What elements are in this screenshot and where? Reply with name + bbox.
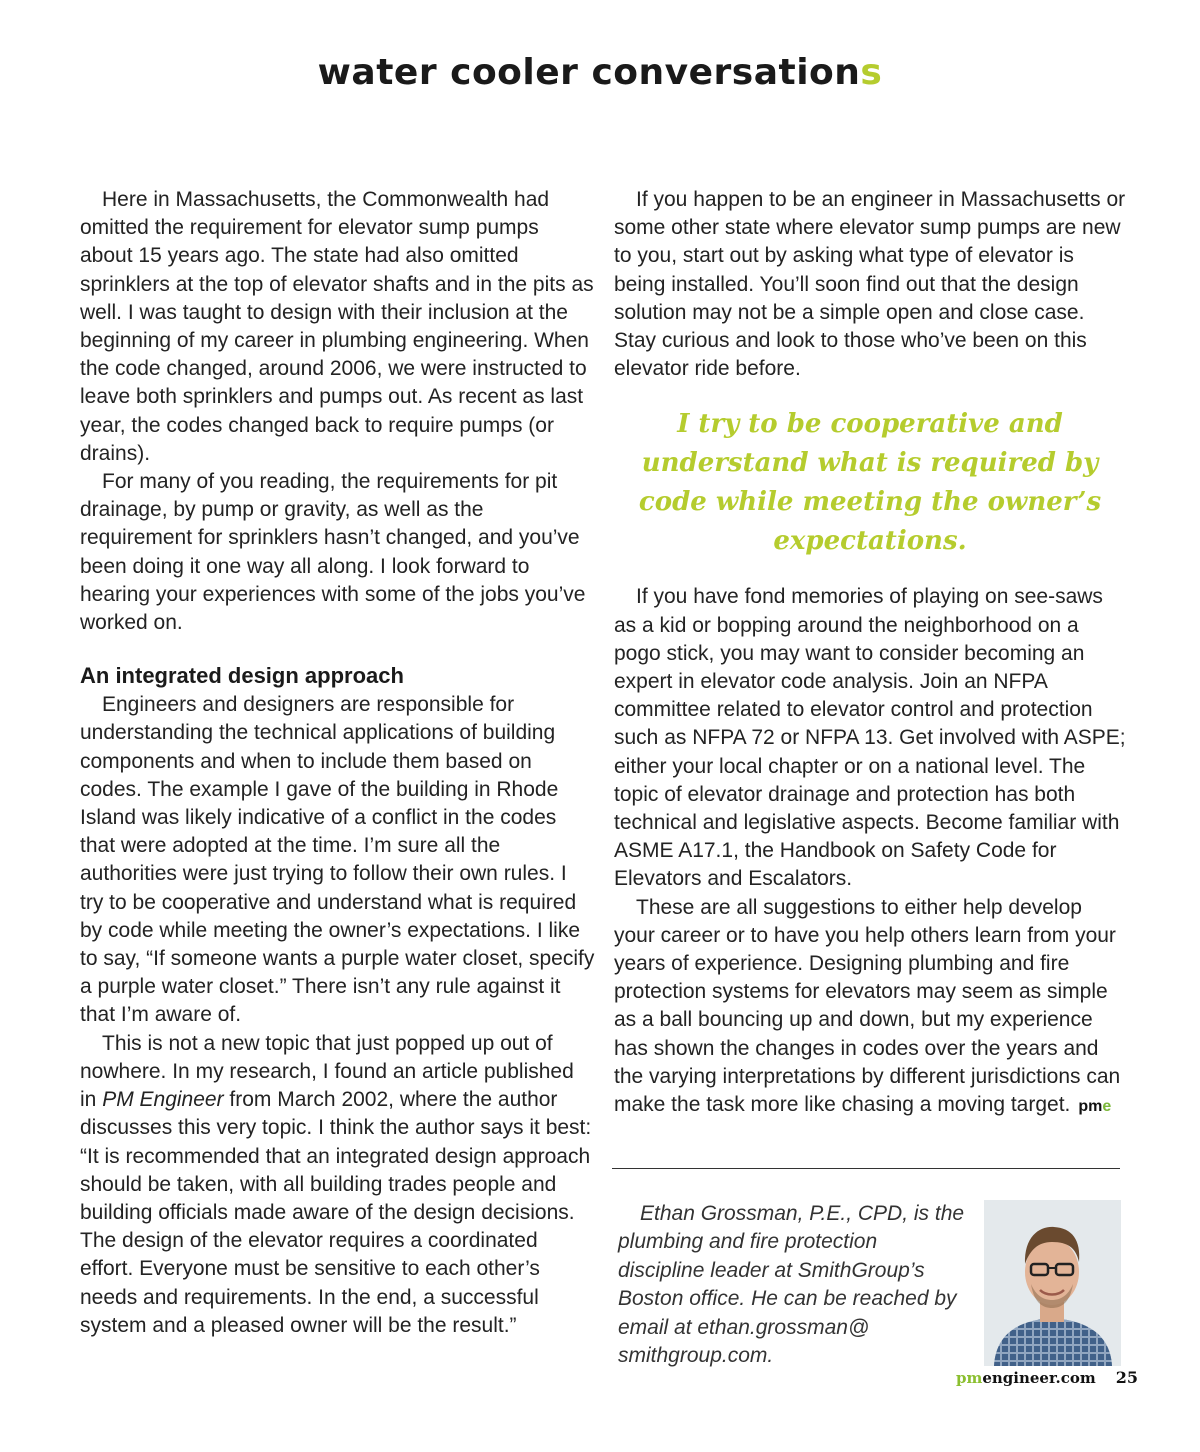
- site-url: engineer.com: [982, 1369, 1096, 1387]
- divider: [612, 1168, 1120, 1169]
- end-mark-logo: pme: [1078, 1098, 1112, 1116]
- pull-quote: I try to be cooperative and understand what is required by code while meeting the owner’s expectations.: [638, 409, 1102, 557]
- page-footer: [956, 1368, 1138, 1387]
- author-portrait-image: [984, 1200, 1121, 1366]
- paragraph: For many of you reading, the requirements for pit drainage, by pump or gravity, as well as the requirement for sprinklers hasn’t changed, and you’ve been doing it one way all along. I look forward to hearing your experiences with some of the jobs you’ve worked on.: [80, 470, 586, 635]
- publication-title: PM Engineer: [102, 1088, 224, 1112]
- text-run: This is not a new topic that just popped up out of nowhere. In my research, I found an article published in: [80, 1031, 574, 1112]
- site-logo-accent: pm: [955, 1369, 983, 1387]
- author-bio: Ethan Grossman, P.E., CPD, is the plumbing and fire protection discipline leader at SmithGroup’s Boston office. He can be reached by email at ethan.grossman@ smithgroup.com.: [618, 1202, 965, 1368]
- section-heading: An integrated design approach: [80, 663, 404, 689]
- text-run: from March 2002, where the author discusses this very topic. I think the author says it best: “It is recommended that an integrated design approach should be taken, with all building trades people and building officials made aware of the design decisions. The design of the elevator requires a coordinated effort. Everyone must be sensitive to each other’s needs and requirements. In the end, a successful system and a pleased owner will be the result.”: [80, 1088, 592, 1337]
- left-column: [80, 186, 595, 1340]
- paragraph: Here in Massachusetts, the Commonwealth had omitted the requirement for elevator sump pumps about 15 years ago. The state had also omitted sprinklers at the top of elevator shafts and in the pits as well. I was taught to design with their inclusion at the beginning of my career in plumbing engineering. When the code changed, around 2006, we were instructed to leave both sprinklers and pumps out. As recent as last year, the codes changed back to require pumps (or drains).: [80, 188, 594, 465]
- text-run: These are all suggestions to either help develop your career or to have you help others learn from your years of experience. Designing plumbing and fire protection systems for elevators may seem as simple as a ball bouncing up and down, but my experience has shown the changes in codes over the years and the varying interpretations by different jurisdictions can make the task more like chasing a moving target.: [614, 895, 1121, 1117]
- page-title: [0, 52, 1200, 93]
- paragraph: Engineers and designers are responsible for understanding the technical applications of building components and when to include them based on codes. The example I gave of the building in Rhode Island was likely indicative of a conflict in the codes that were adopted at the time. I’m sure all the authorities were just trying to follow their own rules. I try to be cooperative and understand what is required by code while meeting the owner’s expectations. I like to say, “If someone wants a purple water closet, specify a purple water closet.” There isn’t any rule against it that I’m aware of.: [80, 693, 595, 1027]
- title-main: water cooler conversation: [317, 52, 861, 93]
- paragraph: If you have fond memories of playing on see-saws as a kid or bopping around the neighborhood on a pogo stick, you may want to consider becoming an expert in elevator code analysis. Join an NFPA committee related to elevator control and protection such as NFPA 72 or NFPA 13. Get involved with ASPE; either your local chapter or on a national level. The topic of elevator drainage and protection has both technical and legislative aspects. Become familiar with ASME A17.1, the Handbook on Safety Code for Elevators and Escalators.: [614, 585, 1126, 891]
- right-column: [614, 186, 1126, 1121]
- page-number: 25: [1115, 1368, 1138, 1387]
- paragraph: [614, 894, 1126, 1122]
- paragraph: [80, 1030, 595, 1340]
- paragraph: If you happen to be an engineer in Massachusetts or some other state where elevator sump pumps are new to you, start out by asking what type of elevator is being installed. You’ll soon find out that the design solution may not be a simple open and close case. Stay curious and look to those who’ve been on this elevator ride before.: [614, 188, 1126, 381]
- title-accent-letter: s: [860, 52, 883, 93]
- author-photo: [984, 1200, 1121, 1366]
